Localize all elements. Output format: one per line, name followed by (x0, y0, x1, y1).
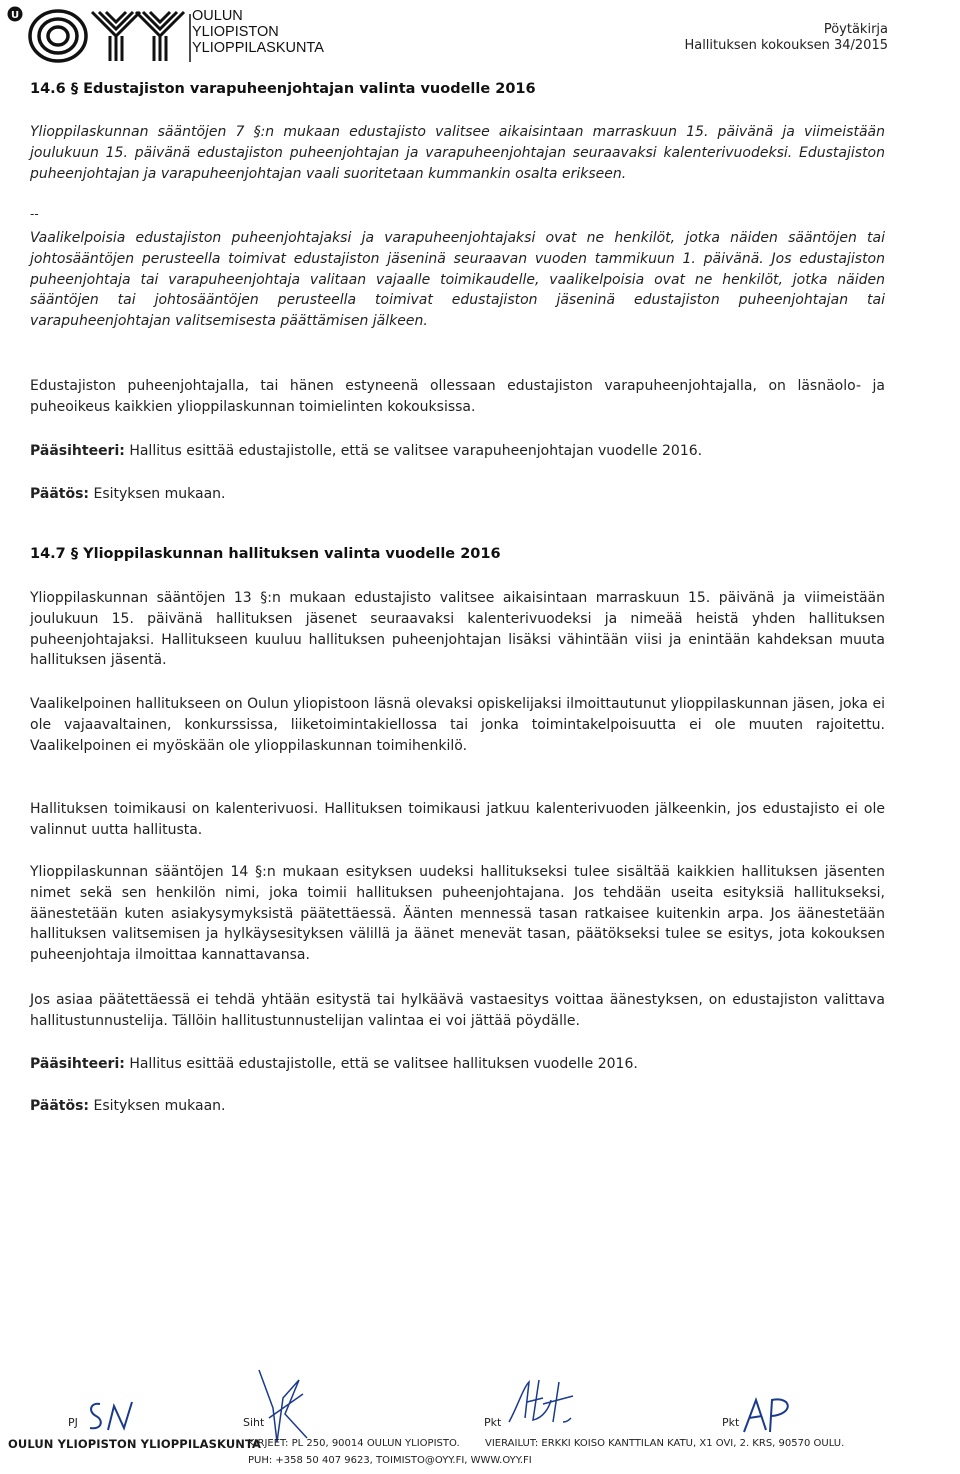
doc-type: Pöytäkirja (823, 22, 888, 37)
university-line-3: YLIOPPILASKUNTA (192, 40, 324, 56)
section-14-7-p2: Vaalikelpoinen hallitukseen on Oulun yliopistoon läsnä olevaksi opiskelijaksi ilmoittautunut ylioppilaskunnan jäsen, joka ei ole vajaavaltainen, konkurssissa, liiketoimintakiellossa tai jonka toimintakelpoisuutta ei ole muuten rajoitettu. Vaalikelpoinen ei myöskään ole ylioppilaskunnan toimihenkilö. (30, 696, 885, 754)
section-14-6-proposal (30, 441, 885, 462)
decision-label: Päätös: (30, 486, 90, 502)
section-14-6-decision (30, 484, 885, 505)
signature-pkt-2 (740, 1394, 800, 1434)
signature-pkt-1 (503, 1378, 583, 1428)
university-name (192, 8, 324, 56)
footer-visiting-address: VIERAILUT: ERKKI KOISO KANTTILAN KATU, X1 OVI, 2. KRS, 90570 OULU. (485, 1438, 845, 1449)
section-14-6-intro: Ylioppilaskunnan sääntöjen 7 §:n mukaan edustajisto valitsee aikaisintaan marraskuun 15. päivänä ja viimeistään joulukuun 15. päivänä edustajiston puheenjohtajan ja varapuheenjohtajan seuraavaksi kalenterivuodeksi. Edustajiston puheenjohtajan ja varapuheenjohtajan vaali suoritetaan kummankin osalta erikseen. (30, 124, 885, 182)
signature-pj (86, 1398, 146, 1434)
section-14-7-p1: Ylioppilaskunnan sääntöjen 13 §:n mukaan edustajisto valitsee aikaisintaan marraskuun 15. päivänä ja viimeistään joulukuun 15. päivänä hallituksen jäsenet seuraavaksi kalenterivuodeksi ja nimeää heistä yhden hallituksen puheenjohtajaksi. Hallitukseen kuuluu hallituksen puheenjohtajan lisäksi vähintään viisi ja enintään kahdeksan muuta hallituksen jäsentä. (30, 590, 885, 669)
section-14-7-decision (30, 1096, 885, 1117)
document-header (684, 22, 888, 54)
section-14-6-rights: Edustajiston puheenjohtajalla, tai hänen estyneenä ollessaan edustajiston varapuheenjohtajalla, on läsnäolo- ja puheoikeus kaikkien ylioppilaskunnan toimielinten kokouksissa. (30, 378, 885, 415)
decision-text: Esityksen mukaan. (93, 486, 226, 502)
section-title-14-6: 14.6 § Edustajiston varapuheenjohtajan valinta vuodelle 2016 (30, 81, 536, 97)
university-line-2: YLIOPISTON (192, 24, 279, 40)
proposal-text: Hallitus esittää edustajistolle, että se valitsee varapuheenjohtajan vuodelle 2016. (129, 443, 703, 459)
footer-contact: PUH: +358 50 407 9623, TOIMISTO@OYY.FI, WWW.OYY.FI (248, 1455, 532, 1466)
decision-label: Päätös: (30, 1098, 90, 1114)
signature-label-pkt-1: Pkt (484, 1416, 502, 1429)
proposal-label: Pääsihteeri: (30, 1056, 125, 1072)
signature-label-pj: PJ (68, 1416, 78, 1429)
meeting-number: Hallituksen kokouksen 34/2015 (684, 38, 888, 53)
signature-label-siht: Siht (243, 1416, 265, 1429)
footer-organization: OULUN YLIOPISTON YLIOPPILASKUNTA (8, 1437, 262, 1451)
section-14-7-p4: Ylioppilaskunnan sääntöjen 14 §:n mukaan esityksen uudeksi hallitukseksi tulee sisältää kaikkien hallituksen jäsenten nimet sekä sen henkilön nimi, joka toimii hallituksen puheenjohtajana. Jos tehdään useita esityksiä hallitukseksi, äänestetään kuten asiakysymyksistä päätettäessä. Äänten mennessä tasan ratkaisee kuitenkin arpa. Jos äänestetään hallituksen valitsemisen ja hylkäysesityksen välillä ja äänet menevät tasan, päätökseksi tulee se esitys, jota kokouksen puheenjohtaja ilmoittaa kannattavansa. (30, 864, 885, 964)
svg-text:U: U (10, 10, 20, 21)
section-14-7-p5: Jos asiaa päätettäessä ei tehdä yhtään esitystä tai hylkäävä vastaesitys voittaa äänestyksen, on edustajiston valittava hallitustunnustelija. Tällöin hallitustunnustelijan valintaa ei voi jättää pöydälle. (30, 992, 885, 1029)
signature-siht (255, 1368, 315, 1446)
section-14-7-p3: Hallituksen toimikausi on kalenterivuosi. Hallituksen toimikausi jatkuu kalenterivuoden jälkeenkin, jos edustajisto ei ole valinnut uutta hallitusta. (30, 801, 885, 838)
signature-label-pkt-2: Pkt (722, 1416, 740, 1429)
section-14-7-proposal (30, 1054, 885, 1075)
separator: -- (30, 207, 39, 221)
university-line-1: OULUN (192, 8, 243, 24)
section-14-6-eligibility: Vaalikelpoisia edustajiston puheenjohtajaksi ja varapuheenjohtajaksi ovat ne henkilöt, jotka näiden sääntöjen tai johtosääntöjen perusteella toimivat edustajiston jäseninä seuraavan vuoden tammikuun 1. päivänä. Jos edustajiston puheenjohtaja tai varapuheenjohtaja valitaan vajaalle toimikaudelle, vaalikelpoisia ovat ne henkilöt, jotka näiden sääntöjen tai johtosääntöjen perusteella toimivat edustajiston jäseninä edustajiston puheenjohtajan tai varapuheenjohtajan valitsemisesta päättämisen jälkeen. (30, 230, 885, 330)
section-title-14-7: 14.7 § Ylioppilaskunnan hallituksen valinta vuodelle 2016 (30, 546, 501, 562)
proposal-label: Pääsihteeri: (30, 443, 125, 459)
proposal-text: Hallitus esittää edustajistolle, että se valitsee hallituksen vuodelle 2016. (129, 1056, 638, 1072)
decision-text: Esityksen mukaan. (93, 1098, 226, 1114)
footer-mail-address: KIRJEET: PL 250, 90014 OULUN YLIOPISTO. (248, 1438, 460, 1449)
